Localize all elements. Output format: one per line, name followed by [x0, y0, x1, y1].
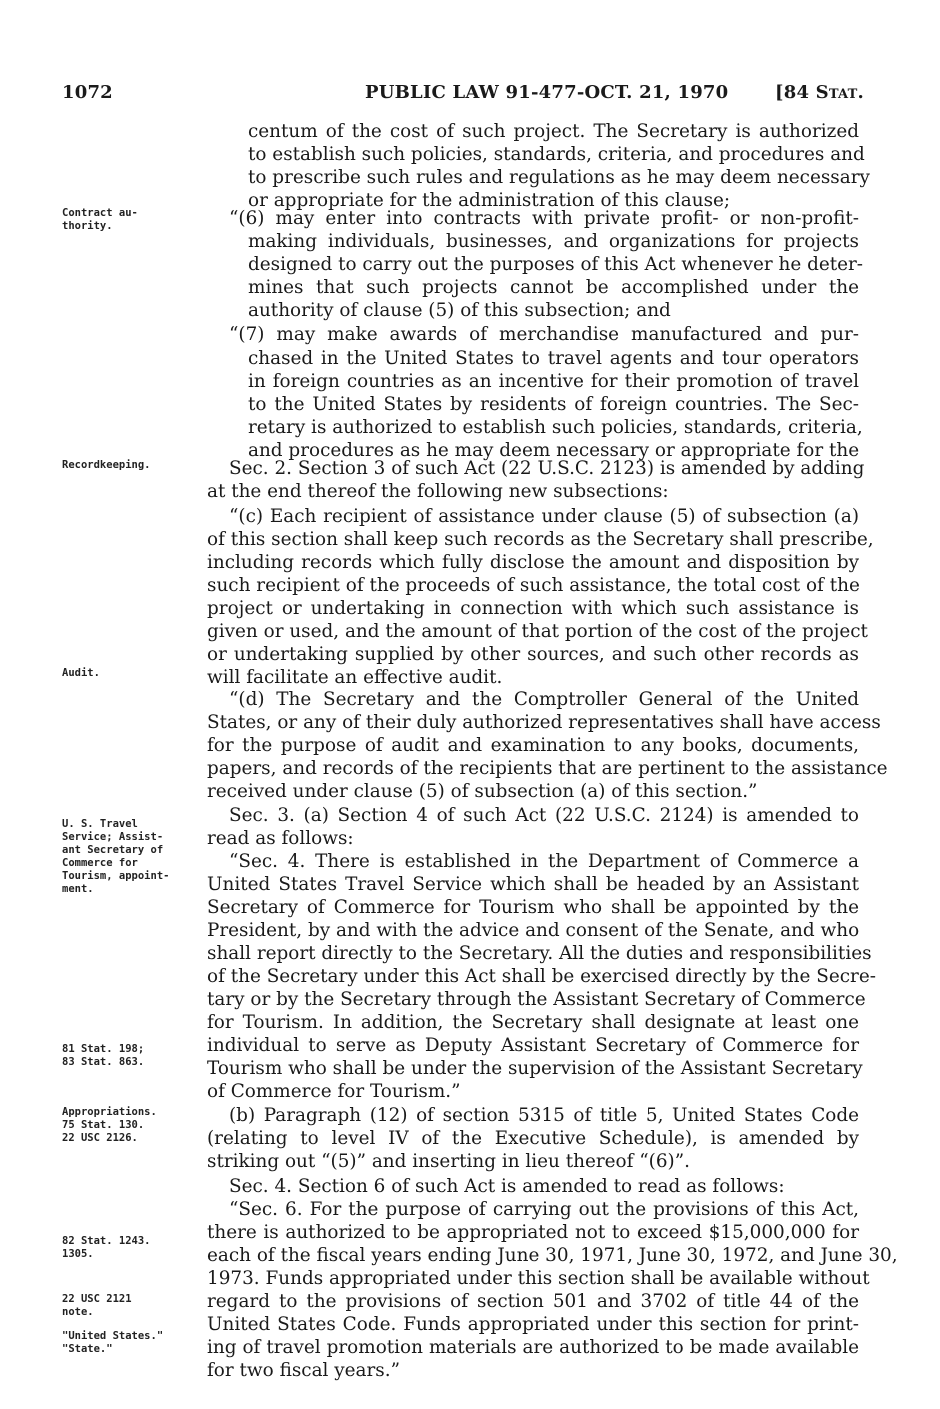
body-line: (relating to level IV of the Executive Schedule), is amended by [207, 1128, 859, 1149]
body-line: for the purpose of audit and examination to any books, documents, [207, 735, 859, 756]
body-line: to prescribe such rules and regulations as he may deem necessary [248, 167, 870, 188]
body-line: “(6) may enter into contracts with private profit- or non-profit- [229, 208, 859, 229]
body-line: “(d) The Secretary and the Comptroller General of the United [229, 689, 859, 710]
body-line: of the Secretary under this Act shall be exercised directly by the Secre- [207, 966, 876, 987]
body-line: (b) Paragraph (12) of section 5315 of title 5, United States Code [229, 1105, 859, 1126]
body-line: for Tourism. In addition, the Secretary shall designate at least one [207, 1012, 859, 1033]
body-line: chased in the United States to travel agents and tour operators [248, 348, 859, 369]
running-title: PUBLIC LAW 91-477-OCT. 21, 1970 [365, 82, 729, 103]
body-line: and procedures as he may deem necessary or appropriate for the [248, 440, 860, 461]
body-line: mines that such projects cannot be accomplished under the [248, 277, 859, 298]
body-line: “(7) may make awards of merchandise manufactured and pur- [229, 324, 859, 345]
body-line: of Commerce for Tourism.” [207, 1081, 461, 1102]
margin-note-travel-service: U. S. Travel Service; Assist- ant Secretary of Commerce for Tourism, appoint- ment. [62, 818, 170, 895]
margin-note-usc: 22 USC 2121 note. [62, 1293, 132, 1318]
body-line: Tourism who shall be under the supervision of the Assistant Secretary [207, 1058, 863, 1079]
body-line: each of the fiscal years ending June 30, 1971, June 30, 1972, and June 30, [207, 1245, 898, 1266]
body-line: Secretary of Commerce for Tourism who shall be appointed by the [207, 897, 859, 918]
body-line: authority of clause (5) of this subsection; and [248, 300, 671, 321]
margin-note-appropriations: Appropriations. 75 Stat. 130. 22 USC 2126. [62, 1106, 157, 1144]
body-line: to the United States by residents of foreign countries. The Sec- [248, 394, 859, 415]
margin-note-recordkeeping: Recordkeeping. [62, 459, 151, 471]
body-line: individual to serve as Deputy Assistant Secretary of Commerce for [207, 1035, 859, 1056]
body-line: or appropriate for the administration of this clause; [248, 190, 731, 211]
margin-note-audit: Audit. [62, 667, 100, 679]
body-line: 1973. Funds appropriated under this section shall be available without [207, 1268, 870, 1289]
body-line: tary or by the Secretary through the Assistant Secretary of Commerce [207, 989, 866, 1010]
body-line: will facilitate an effective audit. [207, 667, 503, 688]
page-number: 1072 [62, 82, 113, 103]
body-line: ing of travel promotion materials are authorized to be made available [207, 1337, 859, 1358]
body-line: received under clause (5) of subsection (a) of this section.” [207, 781, 758, 802]
body-line: Sec. 2. Section 3 of such Act (22 U.S.C. 2123) is amended by adding [229, 458, 865, 479]
body-line: making individuals, businesses, and organizations for projects [248, 231, 859, 252]
body-line: United States Code. Funds appropriated under this section for print- [207, 1314, 859, 1335]
body-line: read as follows: [207, 828, 354, 849]
body-line: President, by and with the advice and consent of the Senate, and who [207, 920, 860, 941]
volume-stat: Stat. [815, 82, 864, 103]
body-line: such recipient of the proceeds of such assistance, the total cost of the [207, 575, 860, 596]
body-line: given or used, and the amount of that portion of the cost of the project [207, 621, 868, 642]
body-line: Sec. 4. Section 6 of such Act is amended to read as follows: [229, 1176, 785, 1197]
body-line: or undertaking supplied by other sources, and such other records as [207, 644, 859, 665]
body-line: “Sec. 6. For the purpose of carrying out the provisions of this Act, [229, 1199, 859, 1220]
volume-reference [775, 82, 864, 103]
body-line: States, or any of their duly authorized representatives shall have access [207, 712, 881, 733]
body-line: Sec. 3. (a) Section 4 of such Act (22 U.S.C. 2124) is amended to [229, 805, 859, 826]
margin-note-stat-refs-1: 81 Stat. 198; 83 Stat. 863. [62, 1043, 145, 1068]
body-line: at the end thereof the following new subsections: [207, 481, 669, 502]
body-line: papers, and records of the recipients that are pertinent to the assistance [207, 758, 888, 779]
volume-open: [84 [775, 82, 816, 103]
body-line: “Sec. 4. There is established in the Department of Commerce a [229, 851, 859, 872]
body-line: project or undertaking in connection with which such assistance is [207, 598, 859, 619]
body-line: including records which fully disclose the amount and disposition by [207, 552, 859, 573]
body-line: shall report directly to the Secretary. All the duties and responsibilities [207, 943, 872, 964]
margin-note-contract-authority: Contract au- thority. [62, 207, 138, 232]
body-line: regard to the provisions of section 501 and 3702 of title 44 of the [207, 1291, 859, 1312]
margin-note-stat-refs-2: 82 Stat. 1243. 1305. [62, 1235, 151, 1260]
body-line: United States Travel Service which shall be headed by an Assistant [207, 874, 859, 895]
body-line: there is authorized to be appropriated not to exceed $15,000,000 for [207, 1222, 859, 1243]
body-line: to establish such policies, standards, criteria, and procedures and [248, 144, 865, 165]
body-line: centum of the cost of such project. The Secretary is authorized [248, 121, 859, 142]
body-line: in foreign countries as an incentive for their promotion of travel [248, 371, 859, 392]
margin-note-definitions: "United States." "State." [62, 1330, 164, 1355]
body-line: retary is authorized to establish such policies, standards, criteria, [248, 417, 863, 438]
body-line: designed to carry out the purposes of this Act whenever he deter- [248, 254, 864, 275]
body-line: “(c) Each recipient of assistance under clause (5) of subsection (a) [229, 506, 859, 527]
body-line: striking out “(5)” and inserting in lieu thereof “(6)”. [207, 1151, 690, 1172]
body-line: for two fiscal years.” [207, 1360, 400, 1381]
body-line: of this section shall keep such records as the Secretary shall prescribe, [207, 529, 874, 550]
